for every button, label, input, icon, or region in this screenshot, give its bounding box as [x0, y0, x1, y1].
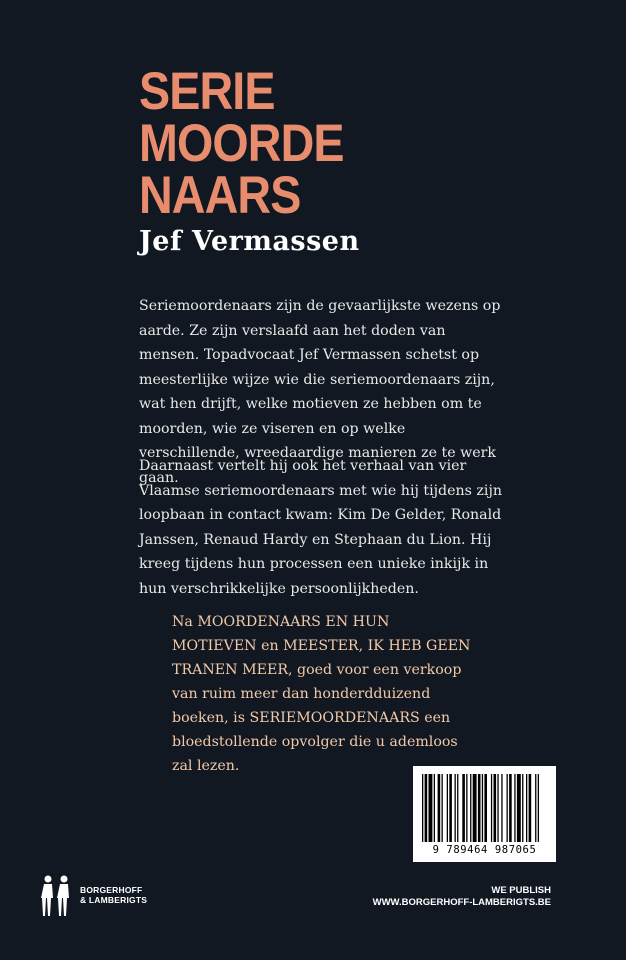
isbn-number: 9 789464 987065: [432, 844, 537, 856]
isbn-barcode: [413, 766, 556, 862]
title-line-2: MOORDE: [139, 114, 344, 173]
barcode-bar: [470, 774, 471, 842]
barcode-bar: [429, 774, 433, 842]
barcode-bar: [447, 774, 448, 842]
publisher-name: [80, 885, 147, 905]
barcode-bar: [438, 774, 441, 842]
blurb-paragraph-2: Daarnaast vertelt hij ook het verhaal van vier Vlaamse seriemoordenaars met wie hij tijdens zijn loopbaan in contact kwam: Kim De Gelder, Ronald Janssen, Renaud Hardy en Stephaan du Lion. Hij kreeg tijdens hun processen een unieke inkijk in hun verschrikkelijke persoonlijkheden.: [139, 458, 502, 597]
barcode-bar: [455, 774, 456, 842]
barcode-bar: [517, 774, 521, 842]
promo-text: Na MOORDENAARS EN HUN MOTIEVEN en MEESTER, IK HEB GEEN TRANEN MEER, goed voor een verkoop van ruim meer dan honderdduizend boeken, is SERIEMOORDENAARS een bloedstollende opvolger die u ademloos zal lezen.: [172, 614, 471, 774]
barcode-bar: [538, 774, 539, 842]
barcode-bar: [482, 774, 483, 842]
publisher-tagline: WE PUBLISH: [491, 885, 551, 896]
blurb-paragraph-1: Seriemoordenaars zijn de gevaarlijkste wezens op aarde. Ze zijn verslaafd aan het doden van mensen. Topadvocaat Jef Vermassen schetst op meesterlijke wijze wie die seriemoordenaars zijn, wat hen drijft, welke motieven ze hebben om te moorden, wie ze viseren en op welke verschillende, wreedaardige manieren ze te werk gaan.: [139, 298, 501, 486]
title-line-3: NAARS: [139, 166, 301, 225]
publisher-name-line-1: BORGERHOFF: [80, 885, 143, 895]
barcode-bar: [434, 774, 435, 842]
barcode-bar: [473, 774, 477, 842]
barcode-bar: [526, 774, 527, 842]
barcode-bar: [422, 774, 423, 842]
barcode-bar: [501, 774, 502, 842]
author-name: Jef Vermassen: [139, 226, 360, 257]
barcode-bar: [507, 774, 508, 842]
barcode-bar: [522, 774, 523, 842]
barcode-bar: [466, 774, 467, 842]
barcode-bar: [442, 774, 443, 842]
barcode-bar: [497, 774, 498, 842]
publisher-footer: [373, 885, 551, 909]
title-line-1: SERIE: [139, 62, 275, 121]
publisher-name-line-2: & LAMBERIGTS: [80, 895, 148, 905]
barcode-bar: [484, 774, 487, 842]
barcode-bar: [457, 774, 458, 842]
barcode-bar: [514, 774, 515, 842]
barcode-bar: [529, 774, 532, 842]
barcode-bar: [535, 774, 536, 842]
barcode-bar: [494, 774, 497, 842]
publisher-logo-icon: [38, 874, 74, 918]
barcode-bar: [491, 774, 492, 842]
barcode-bar: [449, 774, 452, 842]
publisher-website: WWW.BORGERHOFF-LAMBERIGTS.BE: [372, 897, 551, 908]
barcode-bar: [425, 774, 428, 842]
barcode-bar: [478, 774, 481, 842]
barcode-bar: [462, 774, 465, 842]
book-title: [139, 62, 372, 225]
barcode-bar: [509, 774, 512, 842]
